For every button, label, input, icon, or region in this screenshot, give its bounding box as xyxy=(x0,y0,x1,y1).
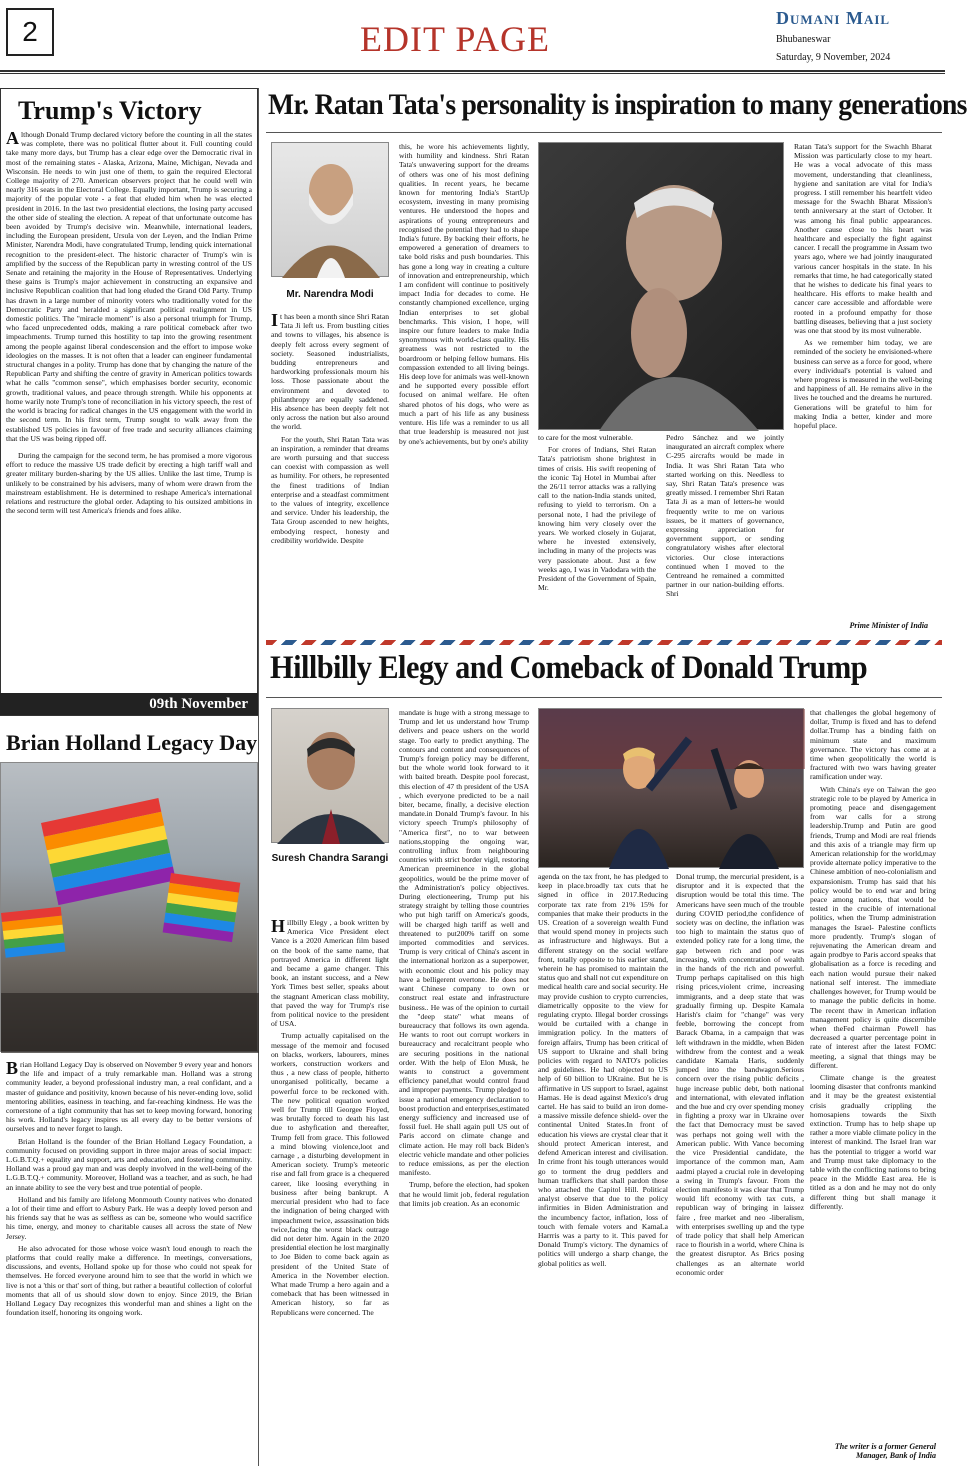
modi-photo xyxy=(271,142,389,277)
ratan-col-3 xyxy=(538,433,656,637)
ratan-paragraph-8: As we remember him today, we are reminded of the society he envisioned-where business can serve as a force for good, where every individual's potential is valued and where progress is measured in the well-being and happiness of all. He remains alive in the lives he touched and the dreams he nurtured. Generations will be grateful to him for making India a better, kinder and more hopeful place. xyxy=(794,338,932,431)
sarangi-byline: Suresh Chandra Sarangi xyxy=(271,853,389,864)
header-rule-thin xyxy=(0,73,945,74)
tata-photo xyxy=(538,142,784,430)
ratan-col-4 xyxy=(666,433,784,637)
hillbilly-col-3 xyxy=(538,872,668,1466)
trump-rally-photo xyxy=(538,708,804,868)
hillbilly-paragraph-6: Donal trump, the mercurial president, is a disruptor and it is expected that the disruption would be total this time. The Americans have seen much of the trouble during COVID period,the confidence of society was on decline, the inflation was too high to maintain the status quo of extended policy rate for a long time, the gap between rich and poor was increasing, with concentration of wealth in the hands of the rich and powerful. Trump perhaps capitalised on this high rising prices,violent crime, increasing immigrants, and a deep state that was gradually firming up. Despite Kamala Harish's claim for "change" was very feeble, borrowing the concept from Barack Obama, in a campaign that was left withdrawn in the middle, when Biden withdrew from the contest and a weak candidate Kamala Haris, suddenly jumped into the bandwagon.Serious concern over the rising public deficits , huge increase public debt, both national and international, with elevated inflation and the hue and cry over spending money in fighting a proxy war in Ukraine over the fact that Democracy must be saved was perhaps not going well with the American public. With Vance becoming the vice Presidential candidate, the importance of the common man, Aam aadmi played a crucial role in developing a swing in Trump's favour. From the election manifesto it was clear that Trump would lift economy with tax cuts, a republican way of bringing in laissez faire , free market and neo -liberalism, with enterprises swelling up and the type of trade policy that shall help American race to flourish in a world, where China is the greatest disruptor. As Brics posing challenges as an alternate world economic order xyxy=(676,872,805,1277)
hillbilly-paragraph-1: illbilly Elegy , a book written by America Vice President elect Vance is a 2020 American film based on the book of the same name, that portrayed America in different light and became a game changer. This book, an instant success, and a New York Times best seller, speaks about the stagnant American class mobility, that paved the way for Trump's rise from political novice to the president of USA. xyxy=(271,918,389,1029)
dropcap-b: B xyxy=(6,1058,19,1078)
dropcap-i: I xyxy=(271,310,279,330)
dropcap: A xyxy=(6,128,19,148)
headline-rule-2 xyxy=(266,697,942,698)
hillbilly-paragraph-2: Trump actually capitalised on the message of the memoir and focused on blacks, workers, labourers, mines workers, construction workers and thus , a new class of people, hitherto unorganised politically, became a powerful force to be reckoned with. The new political equation worked well for Trump till Georgee Floyed, was brutally forced to death his last due to ashyfication and thereafter, Trump fell from grace. This followed a mind blowing violence,loot and carnage , a disturbing development in American society. Trump's meteoric rise and fall from grace is a chequered career, like loosing everything in business after being bankrupt. A mercurial president who had to face the indignation of being charged with impeachment twice, assassination bids twice,facing the worst black outrage did not deter him. Again in the 2020 presidential election he lost marginally to Joe Biden to come back again as president of the United State of America in the November election. What made Trump a hero again and a comeback that has been witnessed in American history, so far as Republicans were concerned. The xyxy=(271,1031,389,1317)
hillbilly-paragraph-3: mandate is huge with a strong message to Trump and let us understand how Trump delivers and peace ushers on the world stage. Too early to predict anything. The contours and content and consequences of Trump's foreign policy may be different, but the whole world look forward to it with baited breath. Despite pool forecast, this election of 47 th president of the USA , which everyone predicted to be a nail biter, became, finally, a decisive election mandate.in Donald Trump's favour. In his victory speech Trump's philosophy of "America first", no to war between nations,stopping the ongoing war, controlling influx from neighbouring countries with strict border vigil, restoring American preeminence in the global geopolitics, would be the prime mover of the Administration's policy objectives. During electioneering, Trump put his strategy straight by telling those countries who put high tariff on America's goods, will be charged high tariff as well and threatened to put200% tariff on some imported commodities and services. Trump is very critical of China's ascent in the international horizon as a superpower, with economic clout and his policy may have a belligerent overtone. He does not want Chinese company to own or construct real estate and infrastructure business.. He was of the opinion to curtail the "deep state" what means of bureaucracy that follows its own agenda. He wants to root out corrupt workers in bureaucracy and recalcitrant people who are securing positions in the national order. With the help of Elon Musk, he wants to construct a government efficiency panel,that would control fraud and improper payments. Trump pledged to issue a national emergency declaration to boost production and enterprises,estimated energy sufficiency and increased use of fossil fuel. He shall again pull US out of Paris accord on climate change and climate action. He may roll back Biden's electric vehicle mandate and other policies to reduce emissions, as per the election manifesto. xyxy=(399,708,529,1178)
ratan-paragraph-1: t has been a month since Shri Ratan Tata Ji left us. From bustling cities and towns to villages, his absence is deeply felt across every segment of society. Seasoned industrialists, budding entrepreneurs and hardworking professionals mourn his loss. Those passionate about the environment and devoted to philanthropy are equally saddened. His absence has been deeply felt not only across the nation but also around the world. xyxy=(271,312,389,432)
header-rule xyxy=(0,70,945,72)
ratan-paragraph-2: For the youth, Shri Ratan Tata was an inspiration, a reminder that dreams are worth pursuing and that success can coexist with compassion as well as humility. For others, he represented the finest traditions of Indian enterprise and a steadfast commitment to the values of integrity, excellence and service. Under his leadership, the Tata Group ascended to new heights, embodying respect, honesty and credibility worldwide. Despite xyxy=(271,434,389,545)
brian-title: Brian Holland Legacy Day xyxy=(6,730,258,755)
editorial-title: Trump's Victory xyxy=(18,96,202,125)
ratan-paragraph-4: to care for the most vulnerable. xyxy=(538,433,633,442)
headline-rule xyxy=(266,132,942,133)
brian-paragraph-3: Holland and his family are lifelong Monmouth County natives who donated a lot of their time and effort to Asbury Park. He was a deeply loved person and his friends say that he was as selfless as can be, someone who would sacrifice his time, energy, and money to charitable causes all across the state of New Jersey. xyxy=(6,1194,252,1241)
airmail-divider xyxy=(266,640,942,645)
pride-flags-photo xyxy=(0,762,258,1052)
ratan-col-5 xyxy=(794,142,932,617)
hillbilly-col-2 xyxy=(399,708,529,1466)
sarangi-photo xyxy=(271,708,389,843)
hillbilly-col-5 xyxy=(810,708,936,1438)
hillbilly-paragraph-9: Climate change is the greatest looming disaster that confronts mankind and it may be the greatest existential crisis gradually crippling the homosapiens towards the Sixth extinction. Trump has to help shape up rather a more viable climate policy in the interest of mankind. The Israel Iran war has the potential to trigger a world war and Trump must take diplomacy to the table with the conflicting nations to bring peace in the Middle East area. He is titled as a don and he may not do only different thing but shall manage it differently. xyxy=(810,1072,936,1211)
city-label: Bhubaneswar xyxy=(776,34,831,45)
ratan-paragraph-7: Ratan Tata's support for the Swachh Bharat Mission was particularly close to my heart. He was a vocal advocate of this mass movement, understanding that cleanliness, hygiene and sanitation are vital for India's progress. I still remember his heartfelt video message for the Swachh Bharat Mission's tenth anniversary at the start of October. It was among his final public appearances. Another cause close to his heart was healthcare and especially the fight against cancer. I recall the programme in Assam two years ago, where we had jointly inaugurated various cancer hospitals in the state. In his remarks that time, he had categorically stated that he wishes to dedicate his final years to healthcare. His efforts to make health and cancer care accessible and affordable were rooted in a profound empathy for those battling diseases, believing that a just society was one that stood by its most vulnerable. xyxy=(794,142,932,336)
ratan-headline: Mr. Ratan Tata's personality is inspiration to many generations xyxy=(268,88,967,121)
brian-paragraph-2: Brian Holland is the founder of the Brian Holland Legacy Foundation, a community focused on providing support in three major areas of social impact: L.G.B.T.Q.+ equality and support, arts and education, and fostering community. Holland was a proud gay man and was deeply involved in the well-being of the L.G.B.T.Q.+ community. Moreover, Holland was a teacher, and as such, he had an innate ability to see the very best and true potential of people. xyxy=(6,1136,252,1192)
ratan-paragraph-6: Pedro Sánchez and we jointly inaugurated an aircraft complex where C-295 aircrafts would be made in India. It was Shri Ratan Tata who started working on this. Needless to say, Shri Ratan Tata's presence was greatly missed. I remember Shri Ratan Tata Ji as a man of letters-he would frequently write to me on various issues, be it matters of governance, expressing appreciation for government support, or sending congratulatory wishes after electoral victories. Our close interactions continued when I moved to the Centreand he remained a committed partner in our nation-building efforts. Shri xyxy=(666,433,784,599)
editorial-body xyxy=(6,130,252,590)
editorial-paragraph-2: During the campaign for the second term, he has promised a more vigorous effort to reduce the massive US trade deficit by erecting a high tariff wall and greater military burden-sharing by the US allies. Unlike the last time, Trump is unlikely to be constrained by his advisers, many of whom were drawn from the mainstream establishment. He is determined to reshape America's international relations and restructure the global order. Adapting to his outsized ambitions in the second term will test America's friends and foes alike. xyxy=(6,450,252,516)
editorial-paragraph-1: lthough Donald Trump declared victory before the counting in all the states was complete, there was no political flutter about it. Full counting could take many more days, but Trump has a clear edge over the Democratic rival in most of the remaining states - Alaska, Arizona, Maine, Michigan, Nevada and Wisconsin. He needs to win just one of them, to gain the required Electoral College majority of 270. American observers project that he could well win nearly 316 seats in the Electoral College. Equally important, Trump is securing a majority of the popular vote - a feat that eluded him when he was elected president in 2016. In the last two presidential elections, the losing party accused the other side of stealing the election. A repeat of that unfortunate outcome has been avoided by Trump's decisive win. Meanwhile, international leaders, including the European president, Ursula von der Leyen, and the Indian Prime Minister, Narendra Modi, have congratulated Trump, lending quick international recognition to the president-elect. The historic character of Trump's win is amplified by the success of the Republican party in wresting control of the US Senate and retaining the majority in the House of Representatives. Underlying these gains is Trump's major achievement in constructing an expansive and inclusive Republican coalition that had long eluded the Grand Old Party. Trump has drawn in a large number of minority voters who traditionally voted for the Democratic Party and heralded a significant political realignment in US domestic politics. The "miracle moment" is also a personal triumph for Trump, who faced unprecedented odds, making a rare political comeback after two impeachments. Trump turned this hostility to tap into the growing resentment among the people against liberal condescension and the effort to impose woke ideologies on the masses. It is not often that a leader can engineer fundamental structural changes in a polity. Trump has done that by changing the nature of the Republican Party and shifting the centre of gravity in American politics towards what he calls "common sense", which emphasises border security, economic growth, traditional values, and peace through strength. While his opponents at home warily note Trump's tone of reconciliation in his victory speech, the rest of the world is bracing for radical changes in the US engagement with the world in the second term. In his first term, Trump sought to walk away from the established US policies in favour of free trade and security alliances claiming that the US was being ripped off. xyxy=(6,130,252,443)
brian-paragraph-4: He also advocated for those whose voice wasn't loud enough to reach the platforms that could really make a difference. In meetings, conversations, discussions, and events, Holland spoke up for those who could not speak for themselves. He forced everyone around him to see that the world in which we live is not a 'this or that' sort of thing, but rather a beautiful collection of colorful moments that all of us should slow down to enjoy. Since 2019, the Brian Holland Legacy Day recognizes this wonderful man and shines a light on the foundation itself, honoring its ongoing work. xyxy=(6,1243,252,1318)
hillbilly-headline: Hillbilly Elegy and Comeback of Donald Trump xyxy=(270,650,868,686)
brian-body xyxy=(6,1060,252,1465)
brian-paragraph-1: rian Holland Legacy Day is observed on November 9 every year and honors the life and impact of a truly remarkable man. Holland was a strong community leader, a beyond professional industry man, a real confidant, and a master of guidance and positivity, known because of his never-ending love, solid mentoring abilities, easiness in teaching, and far-reaching kindness. He was the cornerstone of a tight community that has set to keep moving forward, honoring his work. Holland's legacy inspires us all every day to be better versions of ourselves and to never forget to laugh. xyxy=(6,1060,252,1134)
hillbilly-paragraph-8: With China's eye on Taiwan the geo strategic role to be played by America in promoting peace and disengagement from war calls for a strong leadership.Trump and Putin are good friends, Trump and Modi are real friends and this axis of a triangle may firm up American relationship for the world,may provide alternate policy imperative to the Chinese ambition of neo-colonialism and expansionism. Trump has said that his policy would be to end war and bring peace among nations, that would be tested in the crucible of international politics, when the Trump administration manages the Israel- Palestine conflicts more prudently. Trump's slogan of rejuvenating the American dream and again prodbye to Paris accord speaks that globalisation as a force is receding and each nation would pursue their naked national self interest. The immediate challenges however, for Trump would be to manage the public deficits in home. The recent thaw in American inflation management policy is quite discernible when theFed chairman Powell has decreased a quarter percentage point in rate of interest after the latest FOMC meeting, a signal that things may be different. xyxy=(810,784,936,1070)
hillbilly-signoff: The writer is a former General Manager, Bank of India xyxy=(834,1442,936,1460)
date-label: Saturday, 9 November, 2024 xyxy=(776,52,891,63)
portrait-icon-tata xyxy=(539,143,785,431)
dropcap-h: H xyxy=(271,916,286,936)
ratan-paragraph-5: For crores of Indians, Shri Ratan Tata's patriotism shone brightest in times of crisis. His swift reopening of the iconic Taj Hotel in Mumbai after the 26/11 terror attacks was a rallying call to the nation-India stands united, refusing to yield to terrorism. On a personal note, I had the privilege of knowing him very closely over the years. We worked closely in Gujarat, where he invested extensively, including in many of the projects was very passionate about. Just a few weeks ago, I was in Vadodara with the President of the Government of Spain, Mr. xyxy=(538,445,656,593)
hillbilly-col-1 xyxy=(271,918,389,1466)
rally-photo-icon xyxy=(539,709,805,869)
newspaper-brand: Dumani Mail xyxy=(776,8,891,28)
hillbilly-paragraph-7: that challenges the global hegemony of dollar, Trump is fixed and has to defend dollar.Trump has a binding faith on minimum state and maximum governance. The victory has come at a time when geopolitically the world is fractured with two wars having greater ramification under way. xyxy=(810,708,936,782)
hillbilly-paragraph-5: agenda on the tax front, he has pledged to keep in place.broadly tax cuts that he signed in office in 2017.Reducing corporate tax rate from 21% 15% for companies that make their products in the US. Creation of a sovereign wealth Fund that would spend money in projects such as infrastructure and highways. But a different strategy on the social welfare front, totally opposite to his earlier stand, wherein he has promised to maintain the status quo and shall not cut expenditure on medical health care and social security. He may provide cushion to crypto currencies, diametrically opposite to the view for regulating crypto. Illegal border crossings would be curtailed with a change in immigration policy. In the matters of foreign affairs, Trump has been critical of US support to Ukraine and shall bring policies with regard to NATO's policies and guidelines. He had objected to US help of 60 billion to UKraine. But he is affirmative in US support to Israel, against Hamas. He is dead against Mexico's drug cartel. He has said to build an iron dome- a massive missile defence shield- over the continental United States.In front of education his views are crystal clear that it should protect American interest, and defend American interest and civilisation. In crime front his tough utterances would go to torment the drug peddlers and human traffickers that shall pardon those who attached the Capitol Hill. Political analyst observe that due to the policy infirmities in Biden Administration and the incumbency factor, inflation, loss of touch with female voters and KamaLa Harrris was a party to it. This paved for Donald Trump's victory. The dynamics of politics will undergo a sharp change, the global politics as well. xyxy=(538,872,668,1268)
ratan-paragraph-3: this, he wore his achievements lightly, with humility and kindness. Shri Ratan Tata's unwavering support for the dreams of others was one of his most defining qualities. In recent years, he became known for mentoring India's StartUp ecosystem, investing in many promising ventures. He understood the hopes and aspirations of young entrepreneurs and recognised the potential they had to shape India's future. By backing their efforts, he empowered a generation of dreamers to take bold risks and push boundaries. This has gone a long way in creating a culture of innovation and entrepreneurship, which I am confident will continue to positively impact India for decades to come. He constantly championed excellence, urging Indian enterprises to set global benchmarks. This vision, I hope, will inspire our future leaders to make India synonymous with world-class quality. His greatness was not restricted to the boardroom or helping fellow humans. His compassion extended to all living beings. His deep love for animals was well-known and he supported every possible effort focused on animal welfare. He often shared photos of his dogs, who were as much a part of his life as any business venture. His life was a reminder to us all that true leadership is measured not just by one's achievements, but by one's ability xyxy=(399,142,529,446)
portrait-icon xyxy=(272,143,390,278)
hillbilly-paragraph-4: Trump, before the election, had spoken that he would limit job, federal regulation that limits job creation. As an economic xyxy=(399,1180,529,1208)
modi-byline: Mr. Narendra Modi xyxy=(286,289,374,300)
flags-photo-icon xyxy=(1,763,259,1053)
portrait-icon-sarangi xyxy=(272,709,390,844)
ratan-signoff: Prime Minister of India xyxy=(849,621,928,630)
page-number: 2 xyxy=(6,8,54,56)
hillbilly-col-4 xyxy=(676,872,804,1466)
ratan-col-2 xyxy=(399,142,529,637)
ratan-col-1 xyxy=(271,312,389,637)
date-banner: 09th November xyxy=(0,693,258,715)
section-title: EDIT PAGE xyxy=(360,19,551,59)
